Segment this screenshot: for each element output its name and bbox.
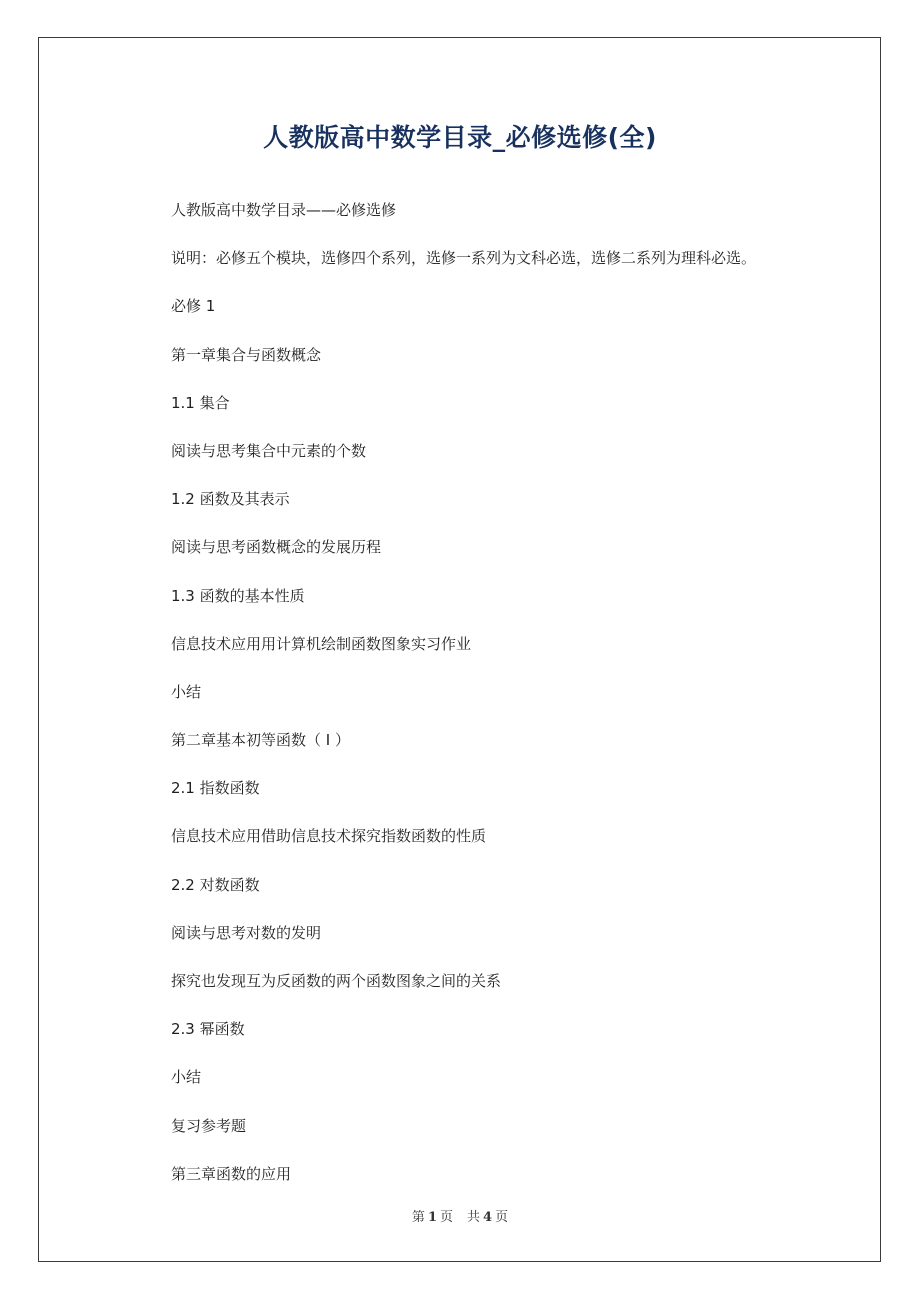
text-line: 阅读与思考集合中元素的个数 [171,441,367,460]
total-prefix: 共 [467,1210,481,1225]
text-line: 2.1 指数函数 [171,779,260,798]
text-line: 2.3 幂函数 [171,1020,245,1039]
text-line: 阅读与思考对数的发明 [171,923,322,942]
text-line: 第二章基本初等函数（ Ⅰ ） [171,731,350,750]
page-number: 1 [427,1210,437,1225]
text-line: 复习参考题 [171,1116,247,1135]
text-line: 信息技术应用借助信息技术探究指数函数的性质 [171,827,487,846]
text-line: 阅读与思考函数概念的发展历程 [171,538,382,557]
page-footer [0,1206,920,1225]
text-line: 小结 [171,1068,202,1087]
page-prefix: 第 [411,1210,425,1225]
text-line: 2.2 对数函数 [171,875,260,894]
total-suffix: 页 [495,1210,509,1225]
text-line: 1.1 集合 [171,393,230,412]
text-line: 说明：必修五个模块，选修四个系列，选修一系列为文科必选，选修二系列为理科必选。 [171,249,757,268]
text-line: 必修 1 [171,297,216,316]
text-line: 第一章集合与函数概念 [171,345,322,364]
text-line: 人教版高中数学目录——必修选修 [171,201,397,219]
text-line: 1.3 函数的基本性质 [171,586,305,605]
document-title: 人教版高中数学目录_必修选修(全) [263,123,657,152]
page-suffix: 页 [439,1210,453,1225]
document-body [171,196,811,1208]
text-line: 探究也发现互为反函数的两个函数图象之间的关系 [171,972,502,990]
text-line: 小结 [171,682,202,701]
total-pages: 4 [483,1210,493,1225]
text-line: 信息技术应用用计算机绘制函数图象实习作业 [171,634,472,653]
text-line: 第三章函数的应用 [171,1164,292,1183]
text-line: 1.2 函数及其表示 [171,490,290,509]
